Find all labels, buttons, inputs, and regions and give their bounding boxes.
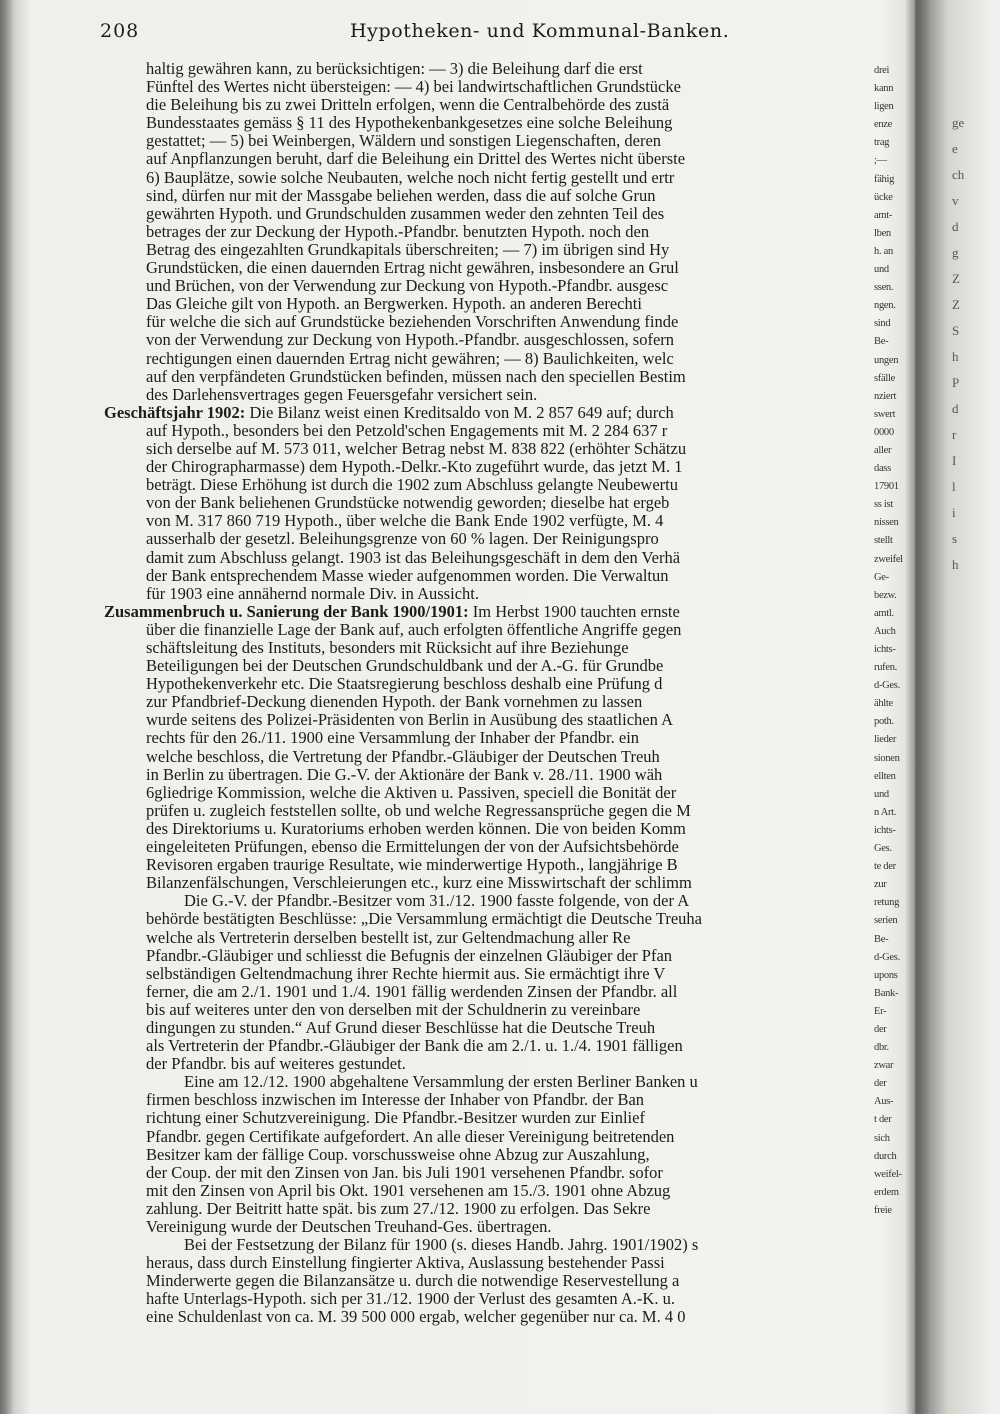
text-line: eine Schuldenlast von ca. M. 39 500 000 ergab, welcher gegenüber nur ca. M. 4 0 — [146, 1308, 686, 1327]
fragment-text: ngen. — [874, 300, 896, 312]
text-line: Bundesstaates gemäss § 11 des Hypothekenbankgesetzes eine solche Beleihung — [146, 114, 673, 133]
fragment-text: stellt — [874, 535, 893, 547]
edge-fragment-text: l — [952, 479, 956, 494]
fragment-text: ssen. — [874, 282, 894, 294]
text-line: auf den verpfändeten Grundstücken befinden, müssen nach den speciellen Bestim — [146, 367, 686, 386]
edge-fragment-text: I — [952, 453, 957, 468]
text-line: der Bank entsprechendem Masse wieder aufgenommen worden. Die Verwaltun — [146, 566, 669, 585]
text-line: gestattet; — 5) bei Weinbergen, Wäldern und sonstigen Liegenschaften, deren — [146, 132, 662, 151]
text-line: Betrag des eingezahlten Grundkapitals überschreiten; — 7) im übrigen sind Hy — [146, 240, 670, 259]
text-line: behörde bestätigten Beschlüsse: „Die Versammlung ermächtigt die Deutsche Treuha — [146, 910, 702, 929]
fragment-text: d-Ges. — [874, 680, 900, 692]
fragment-text: Ge- — [874, 571, 889, 583]
fragment-text: zur — [874, 879, 887, 891]
fragment-text: 0000 — [874, 426, 894, 438]
edge-fragment-text: v — [952, 193, 959, 208]
fragment-text: Auch — [874, 625, 896, 637]
fragment-text: ichts- — [874, 824, 896, 836]
text-line: und Brüchen, von der Verwendung zur Deckung von Hypoth.-Pfandbr. ausgesc — [146, 277, 669, 296]
main-text-column — [104, 60, 874, 1390]
fragment-text: dbr. — [874, 1042, 889, 1054]
running-title: Hypotheken- und Kommunal-Banken. — [350, 20, 730, 42]
edge-fragment-text: r — [952, 427, 957, 442]
fragment-text: poth. — [874, 716, 894, 728]
fragment-text: amtl. — [874, 607, 894, 619]
text-line: bis auf weiteres unter den von derselben mit der Schuldnerin zu vereinbare — [146, 1000, 641, 1019]
edge-fragment-text: e — [952, 141, 958, 156]
text-line: Besitzer kam der fällige Coup. vorschussweise ohne Abzug zur Auszahlung, — [146, 1145, 650, 1164]
text-line: sich derselbe auf M. 573 011, welcher Betrag nebst M. 838 822 (erhöhter Schätzu — [146, 439, 687, 458]
edge-fragment-text: ge — [952, 115, 965, 130]
text-line: auf Anpflanzungen beruht, darf die Beleihung ein Drittel des Wertes nicht überste — [146, 150, 686, 169]
fragment-text: und — [874, 788, 889, 800]
text-line: sind, dürfen nur mit der Massgabe beliehen werden, dass die auf solche Grun — [146, 186, 656, 205]
text-line: Minderwerte gegen die Bilanzansätze u. durch die notwendige Reservestellung a — [146, 1272, 680, 1291]
text-line: Hypothekenverkehr etc. Die Staatsregierung beschloss deshalb eine Prüfung d — [146, 675, 663, 694]
text-line: als Vertreterin der Pfandbr.-Gläubiger der Bank die am 2./1. u. 1./4. 1901 fälligen — [146, 1037, 683, 1056]
text-line: ferner, die am 2./1. 1901 und 1./4. 1901 fällig werdenden Zinsen der Pfandbr. all — [146, 982, 678, 1001]
text-line: in Berlin zu übertragen. Die G.-V. der Aktionäre der Bank v. 28./11. 1900 wäh — [146, 765, 663, 784]
fragment-text: drei — [874, 65, 890, 76]
fragment-text: zweifel — [874, 553, 903, 565]
text-line: 6gliedrige Kommission, welche die Aktiven u. Passiven, speciell die Bonität der — [146, 783, 677, 802]
text-line: welche beschloss, die Vertretung der Pfandbr.-Gläubiger der Deutschen Treuh — [146, 747, 660, 766]
text-line: Bei der Festsetzung der Bilanz für 1900 (s. dieses Handb. Jahrg. 1901/1902) s — [184, 1236, 699, 1255]
fragment-text: ss ist — [874, 499, 893, 511]
fragment-text: Bank- — [874, 987, 899, 999]
text-line: Grundstücken, die einen dauernden Ertrag nicht gewähren, insbesondere an Grul — [146, 259, 679, 278]
edge-fragment-text: d — [952, 219, 959, 234]
fragment-text: fähig — [874, 173, 895, 185]
fragment-text: sionen — [874, 752, 900, 764]
text-line: gewährten Hypoth. und Grundschulden zusammen weder den zehnten Teil des — [146, 204, 665, 223]
text-line: Beteiligungen bei der Deutschen Grundschuldbank und der A.-G. für Grundbe — [146, 657, 664, 676]
text-line: der Pfandbr. bis auf weiteres gestundet. — [146, 1055, 406, 1074]
fragment-text: ungen — [874, 354, 899, 366]
fragment-text: Be- — [874, 933, 889, 945]
text-line: betrages der zur Deckung der Hypoth.-Pfandbr. benutzten Hypoth. noch den — [146, 222, 650, 241]
text-line: für welche die sich auf Grundstücke beziehenden Vorschriften Anwendung finde — [146, 313, 679, 332]
edge-fragment-text: i — [952, 505, 956, 520]
text-line: Fünftel des Wertes nicht übersteigen: — 4) bei landwirtschaftlichen Grundstücke — [146, 78, 681, 97]
fragment-text: Ges. — [874, 843, 892, 855]
adjacent-page-fragments — [874, 62, 924, 1342]
fragment-text: ählte — [874, 698, 893, 710]
edge-fragment-text: g — [952, 245, 959, 260]
fragment-text: te der — [874, 861, 896, 873]
fragment-text: upons — [874, 969, 898, 981]
text-line: eingeleiteten Prüfungen, ebenso die Ermittelungen der von der Aufsichtsbehörde — [146, 838, 679, 857]
text-line: zahlung. Der Beitritt hatte spät. bis zum 27./12. 1900 zu erfolgen. Das Sekre — [146, 1199, 651, 1218]
text-line: der Coup. der mit den Zinsen von Jan. bis Juli 1901 versehenen Pfandbr. sofor — [146, 1163, 663, 1182]
fragment-text: erdem — [874, 1186, 899, 1198]
text-line: welche als Vertreterin derselben bestellt ist, zur Geltendmachung aller Re — [146, 928, 631, 947]
text-line: der Chirographarmasse) dem Hypoth.-Delkr.-Kto zugeführt wurde, das jetzt M. 1 — [146, 458, 683, 477]
fragment-text: weifel- — [874, 1168, 902, 1180]
fragment-text: rufen. — [874, 662, 897, 674]
fragment-text: ;— — [874, 155, 887, 167]
fragment-text: sind — [874, 318, 891, 330]
edge-fragment-text: s — [952, 531, 958, 546]
fragment-text: d-Ges. — [874, 951, 900, 963]
text-line: Die G.-V. der Pfandbr.-Besitzer vom 31./12. 1900 fasste folgende, von der A — [184, 892, 690, 911]
edge-fragment-text: S — [952, 323, 960, 338]
fragment-text: freie — [874, 1204, 892, 1216]
edge-fragment-text: h — [952, 557, 959, 572]
edge-fragment-text: Z — [952, 271, 960, 286]
text-line: damit zum Abschluss gelangt. 1903 ist das Beleihungsgeschäft in dem den Verhä — [146, 548, 681, 567]
text-line: die Beleihung bis zu zwei Dritteln erfolgen, wenn die Centralbehörde des zustä — [146, 96, 670, 115]
fragment-text: Er- — [874, 1005, 887, 1017]
text-line: richtung einer Schutzvereinigung. Die Pfandbr.-Besitzer wurden zur Einlief — [146, 1109, 645, 1128]
fragment-text: h. an — [874, 245, 893, 257]
fragment-text: Aus- — [874, 1096, 894, 1108]
text-line: ausserhalb der gesetzl. Beleihungsgrenze von 60 % lagen. Der Reinigungspro — [146, 530, 659, 549]
fragment-text: dass — [874, 463, 891, 475]
text-line: dingungen zu stunden.“ Auf Grund dieser Beschlüsse hat die Deutsche Treuh — [146, 1018, 656, 1037]
text-line: selbständigen Geltendmachung ihrer Rechte hiermit aus. Sie ermächtigt ihre V — [146, 964, 666, 983]
fragment-text: durch — [874, 1150, 897, 1162]
fragment-text: der — [874, 1078, 887, 1090]
text-line: über die finanzielle Lage der Bank auf, auch erfolgten öffentliche Angriffe gegen — [146, 620, 682, 639]
text-line: 6) Bauplätze, sowie solche Neubauten, welche noch nicht fertig gestellt und ertr — [146, 168, 675, 187]
fragment-text: Be- — [874, 336, 889, 348]
fragment-text: lieder — [874, 734, 897, 746]
text-line: Das Gleiche gilt von Hypoth. an Bergwerken. Hypoth. an anderen Berechti — [146, 295, 642, 314]
edge-fragment-text: ch — [952, 167, 965, 182]
text-line: für 1903 eine annähernd normale Div. in Aussicht. — [146, 584, 479, 603]
fragment-text: retung — [874, 897, 900, 909]
text-line: hafte Unterlags-Hypoth. sich per 31./12. 1900 der Verlust des gesamten A.-K. u. — [146, 1290, 675, 1309]
fragment-text: swert — [874, 408, 896, 420]
edge-fragments — [952, 110, 1000, 1310]
text-line: rechtigungen einen dauernden Ertrag nicht gewähren; — 8) Baulichkeiten, welc — [146, 349, 674, 368]
edge-fragment-text: d — [952, 401, 959, 416]
fragment-text: sfälle — [874, 372, 895, 384]
text-line: wurde seitens des Polizei-Präsidenten von Berlin in Ausübung des staatlichen A — [146, 711, 673, 730]
text-line: haltig gewähren kann, zu berücksichtigen: — 3) die Beleihung darf die erst — [146, 60, 643, 78]
page-number: 208 — [100, 20, 140, 42]
text-line: zur Pfandbrief-Deckung dienenden Hypoth. der Bank vornehmen zu lassen — [146, 693, 643, 712]
text-line: rechts für den 26./11. 1900 eine Versammlung der Inhaber der Pfandbr. ein — [146, 729, 640, 748]
fragment-text: ligen — [874, 101, 894, 113]
fragment-text: ellten — [874, 770, 896, 782]
fragment-text: amt- — [874, 209, 893, 221]
fragment-text: t der — [874, 1114, 892, 1126]
text-line: heraus, dass durch Einstellung fingierter Aktiva, Auslassung bestehender Passi — [146, 1254, 665, 1273]
text-line: Vereinigung wurde der Deutschen Treuhand-Ges. übertragen. — [146, 1218, 552, 1236]
fragment-text: ichts- — [874, 644, 896, 655]
fragment-text: zwar — [874, 1060, 894, 1072]
fragment-text: kann — [874, 83, 894, 95]
fragment-text: enze — [874, 119, 893, 131]
fragment-text: der — [874, 1023, 887, 1035]
fragment-text: ücke — [874, 191, 893, 203]
text-line: von M. 317 860 719 Hypoth., über welche die Bank Ende 1902 verfügte, M. 4 — [146, 512, 664, 531]
fragment-text: trag — [874, 137, 890, 149]
fragment-text: sich — [874, 1132, 890, 1144]
page-header — [100, 20, 900, 50]
text-line: Zusammenbruch u. Sanierung der Bank 1900/1901: Im Herbst 1900 tauchten ernste — [104, 602, 680, 621]
text-line: prüfen u. zugleich feststellen sollte, ob und welche Regressansprüche gegen die M — [146, 801, 691, 820]
fragment-text: und — [874, 264, 889, 276]
fragment-text: nissen — [874, 517, 899, 529]
text-line: mit den Zinsen von April bis Okt. 1901 versehenen am 15./3. 1901 ohne Abzug — [146, 1181, 671, 1200]
text-line: Bilanzenfälschungen, Verschleierungen etc., kurz eine Misswirtschaft der schlimm — [146, 874, 692, 893]
fragment-text: lben — [874, 227, 891, 239]
text-line: Pfandbr. gegen Certifikate aufgefordert. An alle dieser Vereinigung beitretenden — [146, 1127, 675, 1146]
text-line: Eine am 12./12. 1900 abgehaltene Versammlung der ersten Berliner Banken u — [184, 1073, 698, 1092]
section-heading: Geschäftsjahr 1902: — [104, 403, 246, 422]
fragment-text: serien — [874, 915, 898, 927]
fragment-text: nziert — [874, 390, 897, 402]
fragment-text: n Art. — [874, 806, 897, 818]
edge-fragment-text: Z — [952, 297, 960, 312]
text-line: des Direktoriums u. Kuratoriums erhoben werden können. Die von beiden Komm — [146, 819, 686, 838]
section-heading: Zusammenbruch u. Sanierung der Bank 1900/1901: — [104, 602, 469, 621]
text-line: schäftsleitung des Instituts, besonders mit Rücksicht auf ihre Beziehunge — [146, 639, 629, 657]
text-line: Geschäftsjahr 1902: Die Bilanz weist einen Kreditsaldo von M. 2 857 649 auf; durch — [104, 403, 674, 422]
text-line: von der Verwendung zur Deckung von Hypoth.-Pfandbr. ausgeschlossen, sofern — [146, 331, 675, 350]
text-line: von der Bank beliehenen Grundstücke notwendig geworden; dieselbe hat ergeb — [146, 494, 670, 513]
edge-fragment-text: P — [952, 375, 960, 390]
text-line: auf Hypoth., besonders bei den Petzold'schen Engagements mit M. 2 284 637 r — [146, 421, 668, 440]
fragment-text: 17901 — [874, 481, 899, 493]
text-line: Pfandbr.-Gläubiger und schliesst die Befugnis der einzelnen Gläubiger der Pfan — [146, 946, 673, 965]
edge-fragment-text: h — [952, 349, 959, 364]
fragment-text: aller — [874, 444, 892, 456]
text-line: firmen beschloss inzwischen im Interesse der Inhaber von Pfandbr. der Ban — [146, 1091, 645, 1110]
fragment-text: bezw. — [874, 589, 897, 601]
text-line: beträgt. Diese Erhöhung ist durch die 1902 zum Abschluss gelangte Neubewertu — [146, 476, 678, 495]
text-line: des Darlehensvertrages gegen Feuersgefahr versichert sein. — [146, 385, 538, 404]
text-line: Revisoren ergaben traurige Resultate, wie minderwertige Hypoth., langjährige B — [146, 856, 678, 875]
